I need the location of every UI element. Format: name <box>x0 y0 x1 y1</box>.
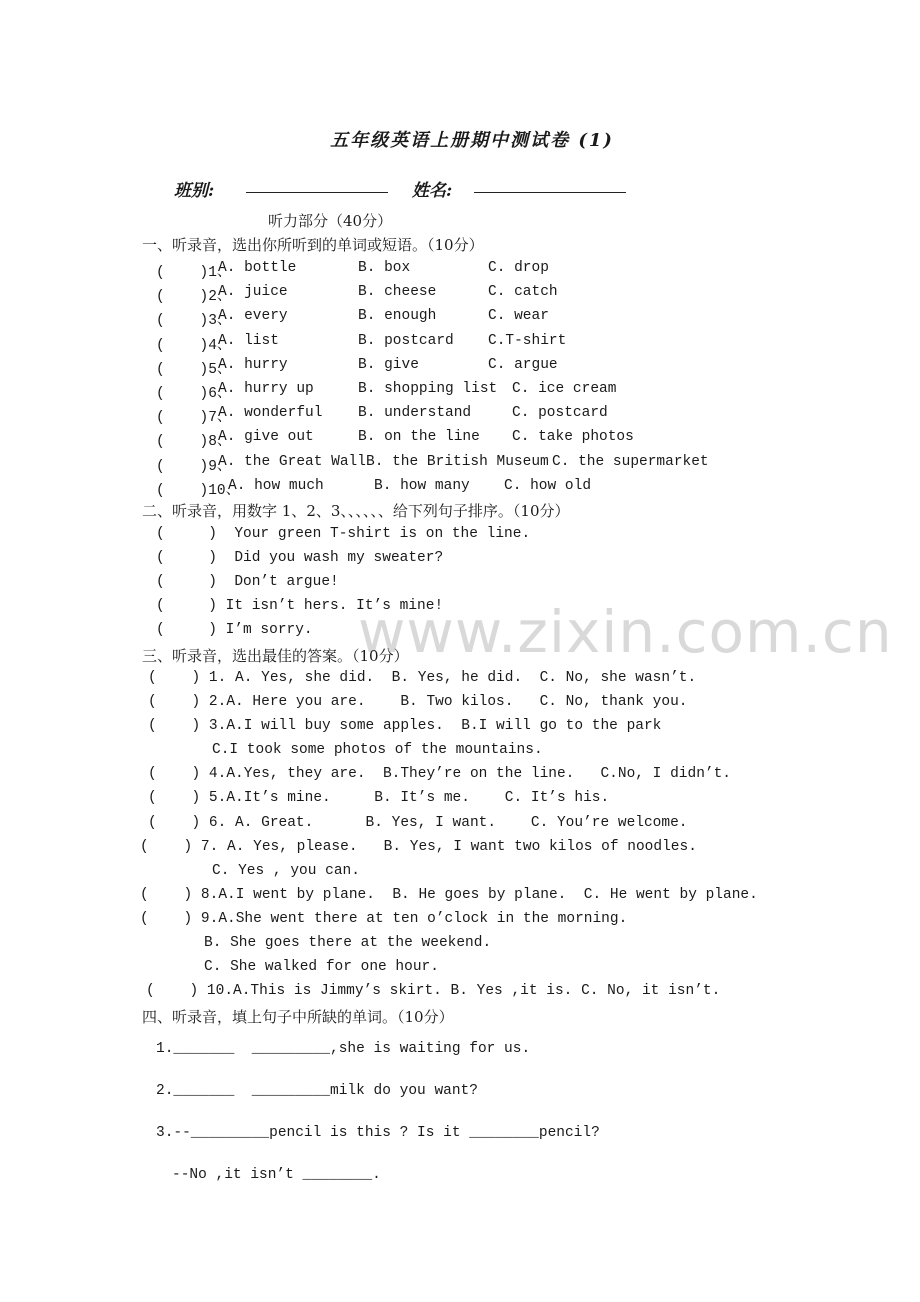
option-number: ( )6、 <box>156 386 232 402</box>
answer-item-cont: C. Yes , you can. <box>212 863 360 879</box>
listening-subtitle: 听力部分（40分） <box>268 212 393 230</box>
answer-item: ( ) 5.A.It’s mine. B. It’s me. C. It’s his. <box>148 790 610 806</box>
option-b: B. understand <box>358 405 472 421</box>
answer-item: ( ) 6. A. Great. B. Yes, I want. C. You’re welcome. <box>148 815 688 831</box>
answer-item: ( ) 9.A.She went there at ten o’clock in the morning. <box>140 911 628 927</box>
fill-blank-item: 2._______ _________milk do you want? <box>156 1083 478 1099</box>
option-c: C. the supermarket <box>552 454 709 470</box>
option-a: A. bottle <box>218 260 297 276</box>
fill-blank-item: 3.--_________pencil is this ? Is it ________pencil? <box>156 1125 600 1141</box>
option-a: A. how much <box>228 478 324 494</box>
option-c: C. how old <box>504 478 592 494</box>
class-blank <box>246 192 388 193</box>
option-number: ( )8、 <box>156 434 232 450</box>
answer-item: ( ) 4.A.Yes, they are. B.They’re on the line. C.No, I didn’t. <box>148 766 731 782</box>
option-a: A. give out <box>218 429 314 445</box>
option-number: ( )7、 <box>156 410 232 426</box>
option-c: C. argue <box>488 357 558 373</box>
option-b: B. enough <box>358 308 437 324</box>
name-label: 姓名: <box>412 181 453 201</box>
watermark: www.zixin.com.cn <box>358 598 893 666</box>
option-b: B. cheese <box>358 284 437 300</box>
option-number: ( )2、 <box>156 289 232 305</box>
answer-item: ( ) 8.A.I went by plane. B. He goes by plane. C. He went by plane. <box>140 887 758 903</box>
option-c: C.T-shirt <box>488 333 567 349</box>
option-b: B. postcard <box>358 333 454 349</box>
section-4-heading: 四、听录音，填上句子中所缺的单词。（10分） <box>142 1008 454 1026</box>
option-b: B. box <box>358 260 411 276</box>
option-a: A. every <box>218 308 288 324</box>
option-b: B. how many <box>374 478 470 494</box>
answer-item-cont: B. She goes there at the weekend. <box>204 935 492 951</box>
option-a: A. the Great Wall <box>218 454 366 470</box>
option-c: C. catch <box>488 284 558 300</box>
option-a: A. list <box>218 333 279 349</box>
section-2-heading: 二、听录音，用数字 1、2、3、、、、、、给下列句子排序。（10分） <box>142 502 570 520</box>
answer-item: ( ) 1. A. Yes, she did. B. Yes, he did. C. No, she wasn’t. <box>148 670 697 686</box>
option-c: C. wear <box>488 308 549 324</box>
ordering-item: ( ) Don’t argue! <box>156 574 339 590</box>
option-number: ( )4、 <box>156 338 232 354</box>
option-number: ( )3、 <box>156 313 232 329</box>
fill-blank-item: 1._______ _________,she is waiting for us. <box>156 1041 531 1057</box>
option-b: B. the British Museum <box>366 454 549 470</box>
option-number: ( )1、 <box>156 265 232 281</box>
answer-item: ( ) 3.A.I will buy some apples. B.I will go to the park <box>148 718 662 734</box>
option-a: A. hurry <box>218 357 288 373</box>
ordering-item: ( ) Did you wash my sweater? <box>156 550 444 566</box>
ordering-item: ( ) Your green T-shirt is on the line. <box>156 526 531 542</box>
option-number: ( )5、 <box>156 362 232 378</box>
option-a: A. hurry up <box>218 381 314 397</box>
option-b: B. shopping list <box>358 381 498 397</box>
answer-item-cont: C.I took some photos of the mountains. <box>212 742 543 758</box>
ordering-item: ( ) I’m sorry. <box>156 622 313 638</box>
answer-item-cont: C. She walked for one hour. <box>204 959 439 975</box>
page-title: 五年级英语上册期中测试卷 (1) <box>330 130 614 151</box>
option-number: ( )10、 <box>156 483 241 499</box>
name-blank <box>474 192 626 193</box>
option-b: B. give <box>358 357 419 373</box>
section-3-heading: 三、听录音，选出最佳的答案。（10分） <box>142 647 409 665</box>
option-c: C. ice cream <box>512 381 617 397</box>
option-b: B. on the line <box>358 429 480 445</box>
answer-item: ( ) 2.A. Here you are. B. Two kilos. C. No, thank you. <box>148 694 688 710</box>
option-c: C. drop <box>488 260 549 276</box>
section-1-heading: 一、听录音，选出你所听到的单词或短语。（10分） <box>142 236 484 254</box>
option-c: C. postcard <box>512 405 608 421</box>
option-a: A. juice <box>218 284 288 300</box>
class-label: 班别: <box>174 181 215 201</box>
option-c: C. take photos <box>512 429 634 445</box>
fill-blank-item: --No ,it isn’t ________. <box>172 1167 381 1183</box>
option-a: A. wonderful <box>218 405 323 421</box>
option-number: ( )9、 <box>156 459 232 475</box>
ordering-item: ( ) It isn’t hers. It’s mine! <box>156 598 444 614</box>
answer-item: ( ) 7. A. Yes, please. B. Yes, I want two kilos of noodles. <box>140 839 697 855</box>
answer-item: ( ) 10.A.This is Jimmy’s skirt. B. Yes ,it is. C. No, it isn’t. <box>146 983 721 999</box>
